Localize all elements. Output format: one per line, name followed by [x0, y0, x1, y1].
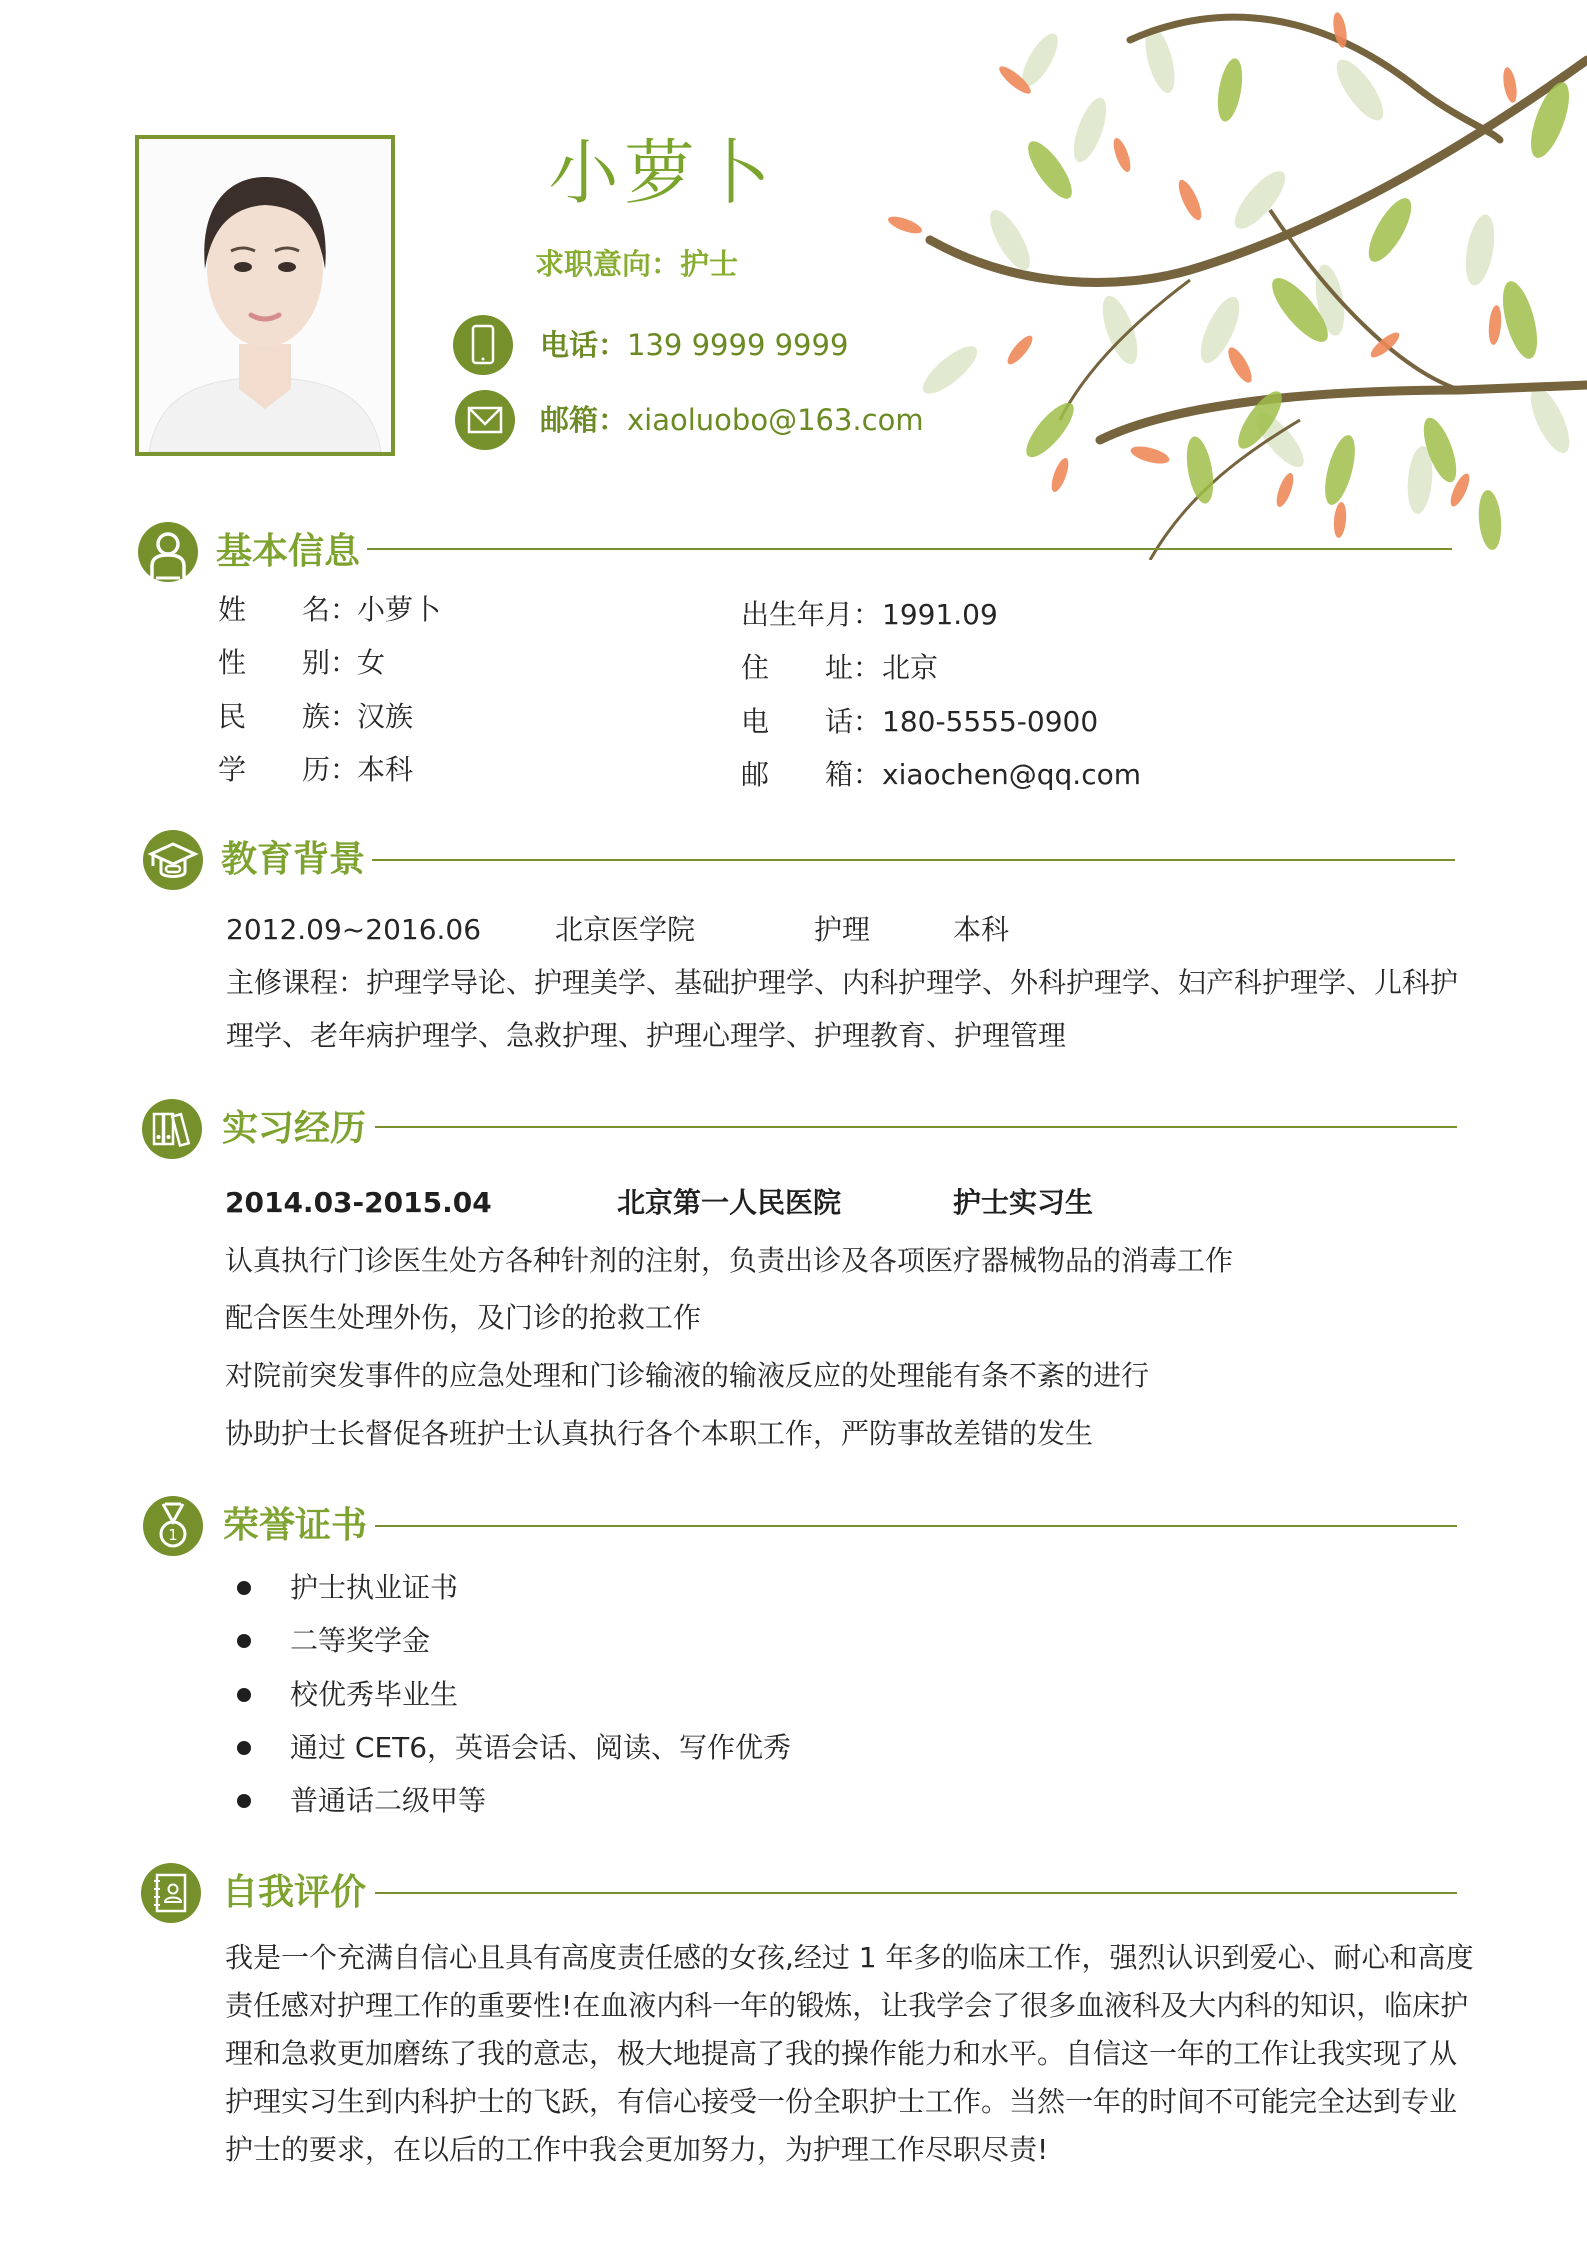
internship-position: 护士实习生 [953, 1186, 1094, 1219]
section-title-self-eval: 自我评价 [222, 1872, 367, 1913]
courses-line: 理学、老年病护理学、急救护理、护理心理学、护理教育、护理管理 [226, 1019, 1067, 1052]
job-intent: 求职意向：护士 [535, 247, 739, 281]
label-char: 性 [218, 646, 247, 679]
self-eval-line: 护士的要求，在以后的工作中我会更加努力，为护理工作尽职尽责! [225, 2133, 1049, 2166]
label-char: 邮 [741, 758, 770, 791]
email-line [540, 400, 924, 440]
education-school: 北京医学院 [555, 913, 696, 946]
label-char: 族： [302, 700, 359, 733]
tree-decoration [860, 0, 1587, 560]
courses-line: 主修课程：护理学导论、护理美学、基础护理学、内科护理学、外科护理学、妇产科护理学、儿科护 [226, 966, 1459, 999]
bullet-icon [237, 1741, 251, 1755]
info-value-email: xiaochen@qq.com [882, 758, 1141, 791]
address-book-icon [141, 1863, 201, 1923]
bullet-icon [237, 1794, 251, 1808]
honor-item: 护士执业证书 [290, 1571, 459, 1604]
education-degree: 本科 [953, 913, 1010, 946]
section-divider [375, 1525, 1457, 1527]
section-divider [372, 859, 1455, 861]
self-eval-line: 理和急救更加磨练了我的意志，极大地提高了我的操作能力和水平。自信这一年的工作让我实现了从 [225, 2037, 1458, 2070]
section-title-education: 教育背景 [221, 839, 366, 880]
label-char: 址： [825, 651, 882, 684]
section-divider [367, 548, 1452, 550]
label-char: 学 [218, 753, 247, 786]
internship-period: 2014.03-2015.04 [225, 1186, 492, 1219]
phone-label: 电话： [540, 328, 628, 362]
label-char: 姓 [218, 593, 247, 626]
info-value-birth: 1991.09 [882, 598, 998, 631]
label-char: 住 [741, 651, 770, 684]
section-divider [375, 1126, 1457, 1128]
info-value-gender: 女 [357, 646, 386, 679]
self-eval-line: 护理实习生到内科护士的飞跃，有信心接受一份全职护士工作。当然一年的时间不可能完全达到专业 [225, 2085, 1458, 2118]
honor-item: 普通话二级甲等 [290, 1784, 487, 1817]
section-title-honors: 荣誉证书 [223, 1505, 368, 1546]
info-value-phone: 180-5555-0900 [882, 705, 1099, 738]
info-value-name: 小萝卜 [357, 593, 442, 626]
medal-icon [143, 1496, 203, 1556]
phone-line [540, 325, 848, 365]
education-period: 2012.09~2016.06 [226, 913, 482, 946]
bullet-icon [237, 1634, 251, 1648]
self-eval-line: 责任感对护理工作的重要性!在血液内科一年的锻炼，让我学会了很多血液科及大内科的知识，临床护 [225, 1989, 1469, 2022]
user-icon [138, 522, 198, 582]
honor-item: 通过 CET6，英语会话、阅读、写作优秀 [290, 1731, 792, 1764]
email-label: 邮箱： [540, 403, 628, 437]
duty-item: 对院前突发事件的应急处理和门诊输液的输液反应的处理能有条不紊的进行 [225, 1359, 1150, 1392]
section-title-internship: 实习经历 [222, 1108, 367, 1149]
section-divider [375, 1892, 1457, 1894]
portrait-image [139, 139, 391, 452]
info-value-education: 本科 [357, 753, 414, 786]
label-char: 电 [741, 705, 770, 738]
label-char: 民 [218, 700, 247, 733]
candidate-name: 小萝卜 [548, 132, 777, 214]
svg-text:1: 1 [168, 1526, 178, 1544]
label-char: 名： [302, 593, 359, 626]
duty-item: 协助护士长督促各班护士认真执行各个本职工作，严防事故差错的发生 [225, 1417, 1094, 1450]
envelope-icon [455, 390, 515, 450]
label-char: 历： [302, 753, 359, 786]
info-value-address: 北京 [882, 651, 939, 684]
duty-item: 认真执行门诊医生处方各种针剂的注射，负责出诊及各项医疗器械物品的消毒工作 [225, 1244, 1234, 1277]
label-char: 话： [825, 705, 882, 738]
label-birth: 出生年月： [741, 598, 882, 631]
education-major: 护理 [814, 913, 871, 946]
honor-item: 校优秀毕业生 [290, 1678, 459, 1711]
phone-icon [453, 315, 513, 375]
email-value: xiaoluobo@163.com [627, 403, 924, 437]
label-char: 别： [302, 646, 359, 679]
bullet-icon [237, 1581, 251, 1595]
internship-hospital: 北京第一人民医院 [617, 1186, 842, 1219]
phone-value: 139 9999 9999 [627, 328, 849, 362]
bullet-icon [237, 1688, 251, 1702]
duty-item: 配合医生处理外伤，及门诊的抢救工作 [225, 1301, 702, 1334]
graduation-cap-icon [143, 830, 203, 890]
binders-icon [142, 1099, 202, 1159]
info-value-ethnicity: 汉族 [357, 700, 414, 733]
self-eval-line: 我是一个充满自信心且具有高度责任感的女孩,经过 1 年多的临床工作，强烈认识到爱心、耐心和高度 [225, 1941, 1474, 1974]
profile-photo [135, 135, 395, 456]
honor-item: 二等奖学金 [290, 1624, 431, 1657]
label-char: 箱： [825, 758, 882, 791]
section-title-basic: 基本信息 [216, 531, 361, 572]
